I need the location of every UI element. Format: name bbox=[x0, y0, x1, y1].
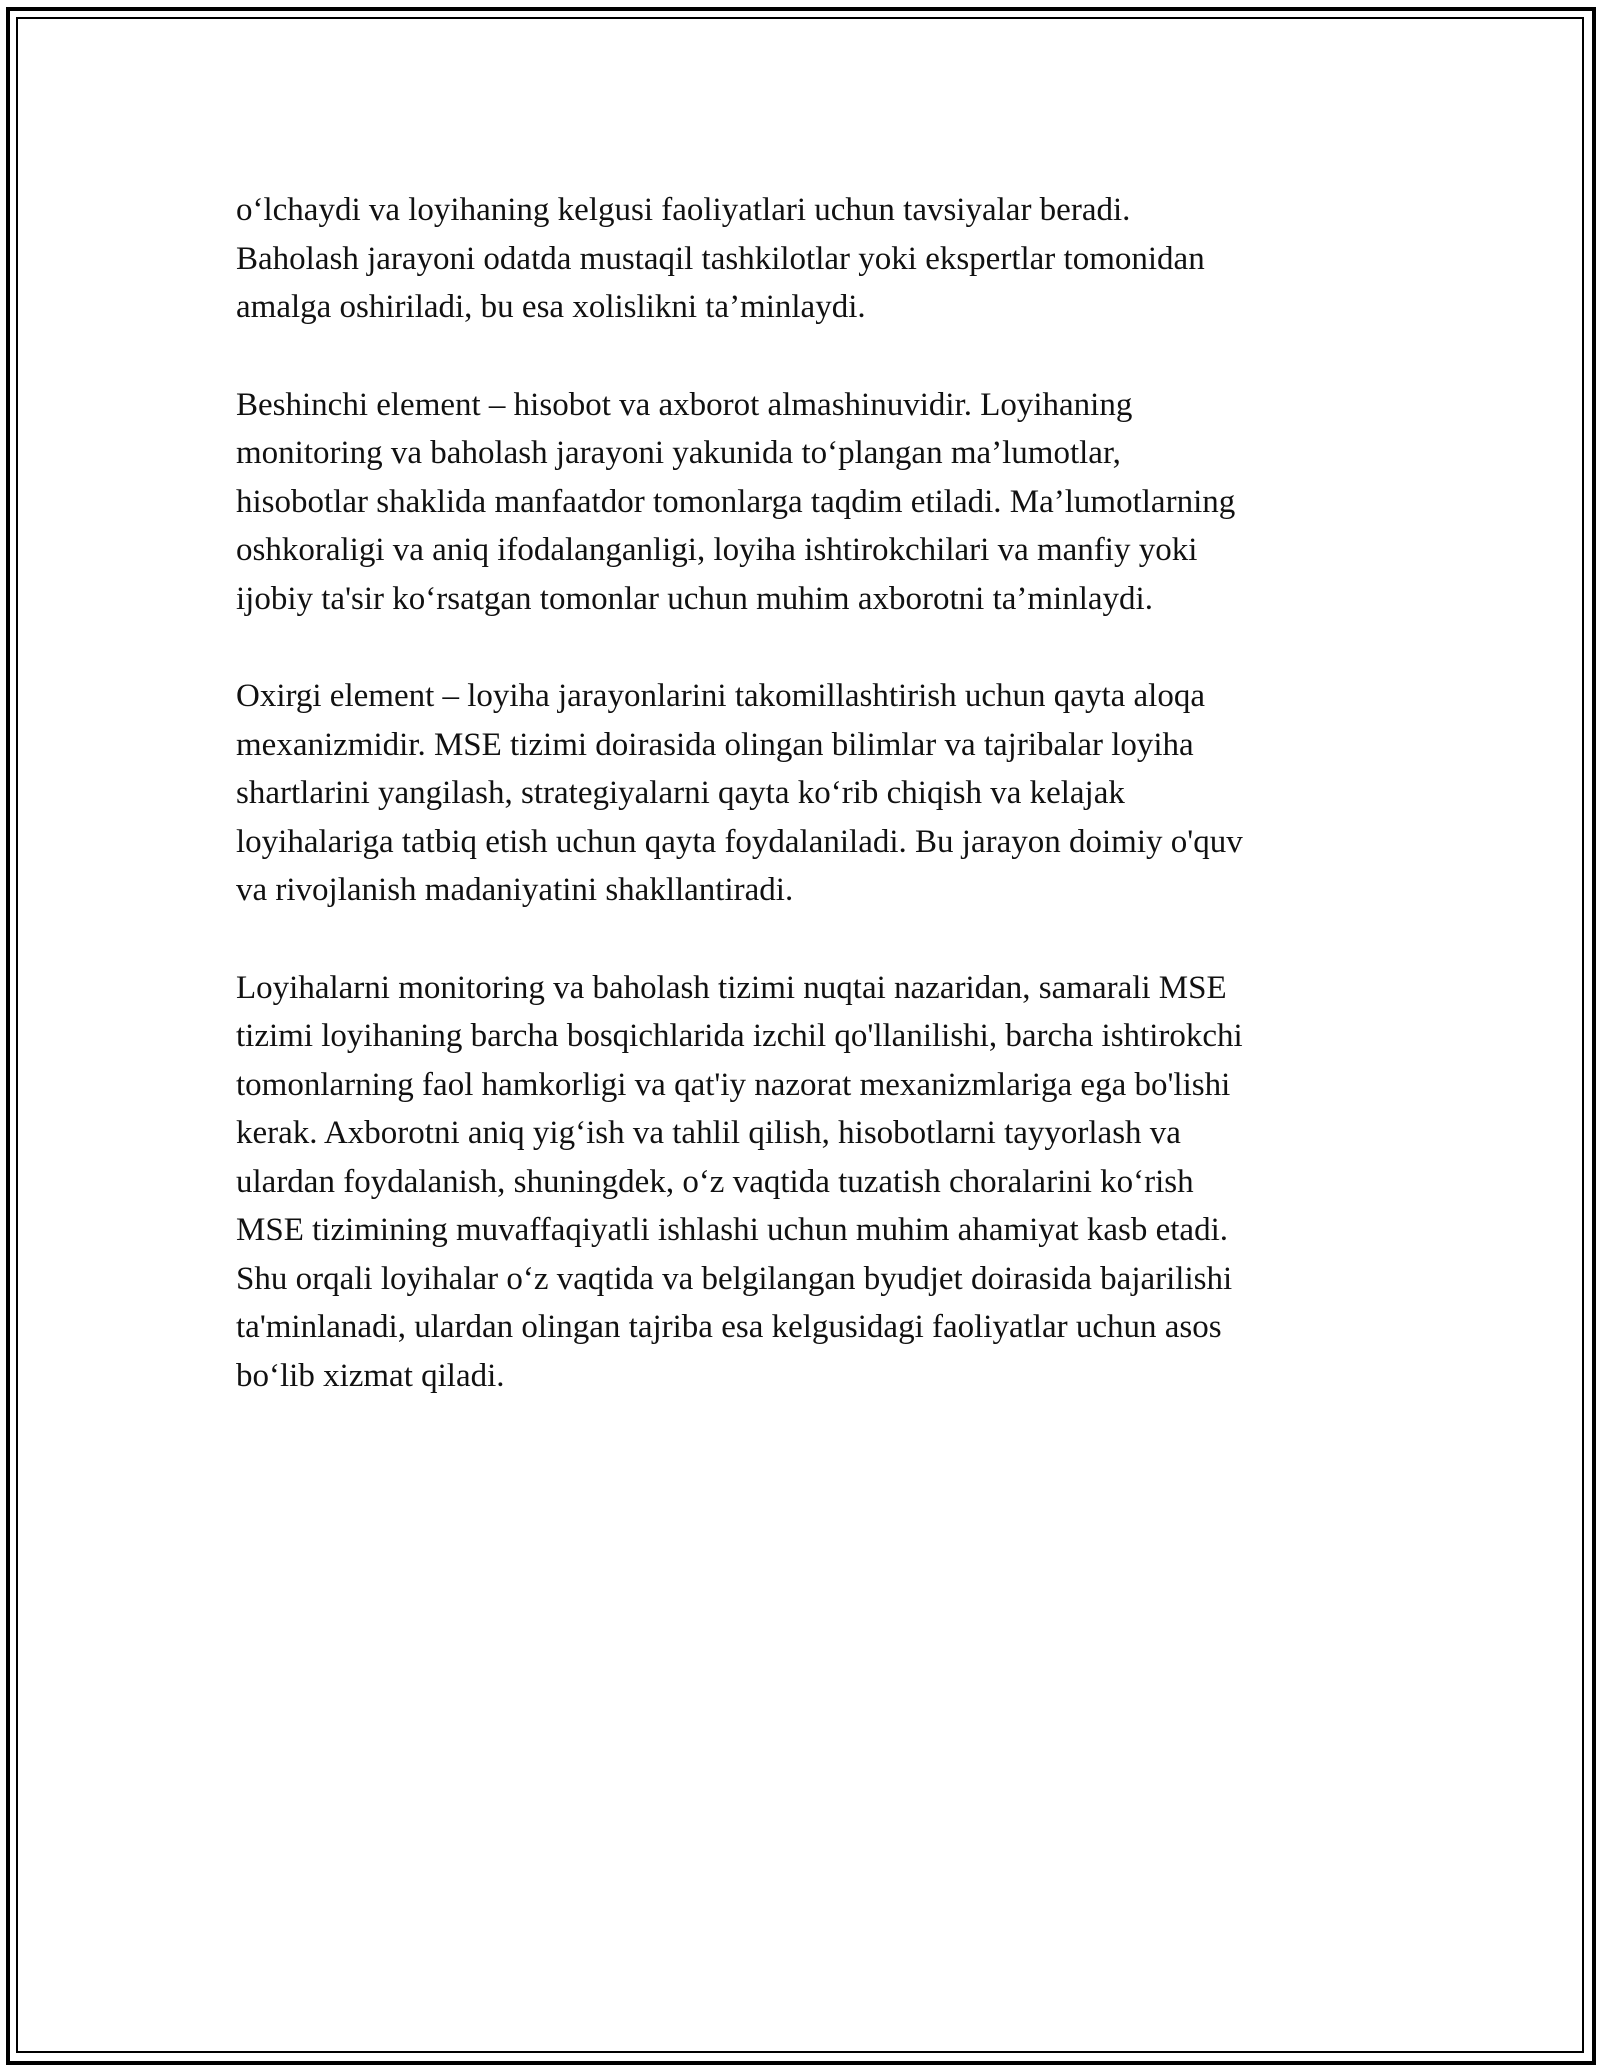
text-line: ulardan foydalanish, shuningdek, o‘z vaqtida tuzatish choralarini ko‘rish bbox=[236, 1163, 1194, 1200]
paragraph-conclusion bbox=[236, 964, 1366, 1401]
text-line: Baholash jarayoni odatda mustaqil tashkilotlar yoki ekspertlar tomonidan bbox=[236, 240, 1205, 277]
text-line: hisobotlar shaklida manfaatdor tomonlarga taqdim etiladi. Ma’lumotlarning bbox=[236, 483, 1236, 520]
text-line: Loyihalarni monitoring va baholash tizimi nuqtai nazaridan, samarali MSE bbox=[236, 969, 1227, 1006]
text-line: amalga oshiriladi, bu esa xolislikni ta’minlaydi. bbox=[236, 289, 866, 325]
text-line: ta'minlanadi, ulardan olingan tajriba esa kelgusidagi faoliyatlar uchun asos bbox=[236, 1309, 1222, 1345]
text-line: va rivojlanish madaniyatini shakllantiradi. bbox=[236, 872, 794, 908]
text-line: Oxirgi element – loyiha jarayonlarini takomillashtirish uchun qayta aloqa bbox=[236, 678, 1205, 714]
text-line: o‘lchaydi va loyihaning kelgusi faoliyatlari uchun tavsiyalar beradi. bbox=[236, 192, 1131, 228]
text-line: mexanizmidir. MSE tizimi doirasida olingan bilimlar va tajribalar loyiha bbox=[236, 726, 1194, 763]
text-line: tizimi loyihaning barcha bosqichlarida izchil qo'llanilishi, barcha ishtirokchi bbox=[236, 1018, 1243, 1054]
text-line: Beshinchi element – hisobot va axborot almashinuvidir. Loyihaning bbox=[236, 386, 1133, 423]
text-line: shartlarini yangilash, strategiyalarni qayta ko‘rib chiqish va kelajak bbox=[236, 775, 1125, 811]
paragraph-evaluation bbox=[236, 186, 1366, 332]
text-line: bo‘lib xizmat qiladi. bbox=[236, 1357, 505, 1394]
paragraph-reporting bbox=[236, 381, 1366, 624]
text-line: kerak. Axborotni aniq yig‘ish va tahlil qilish, hisobotlarni tayyorlash va bbox=[236, 1115, 1181, 1151]
text-line: monitoring va baholash jarayoni yakunida to‘plangan ma’lumotlar, bbox=[236, 435, 1121, 471]
text-line: Shu orqali loyihalar o‘z vaqtida va belgilangan byudjet doirasida bajarilishi bbox=[236, 1260, 1233, 1297]
text-line: MSE tizimining muvaffaqiyatli ishlashi uchun muhim ahamiyat kasb etadi. bbox=[236, 1212, 1228, 1248]
text-line: ijobiy ta'sir ko‘rsatgan tomonlar uchun muhim axborotni ta’minlaydi. bbox=[236, 580, 1153, 617]
text-line: oshkoraligi va aniq ifodalanganligi, loyiha ishtirokchilari va manfiy yoki bbox=[236, 532, 1198, 568]
text-line: loyihalariga tatbiq etish uchun qayta foydalaniladi. Bu jarayon doimiy o'quv bbox=[236, 823, 1243, 860]
text-line: tomonlarning faol hamkorligi va qat'iy nazorat mexanizmlariga ega bo'lishi bbox=[236, 1066, 1231, 1103]
document-body bbox=[236, 186, 1366, 1449]
paragraph-feedback bbox=[236, 672, 1366, 915]
